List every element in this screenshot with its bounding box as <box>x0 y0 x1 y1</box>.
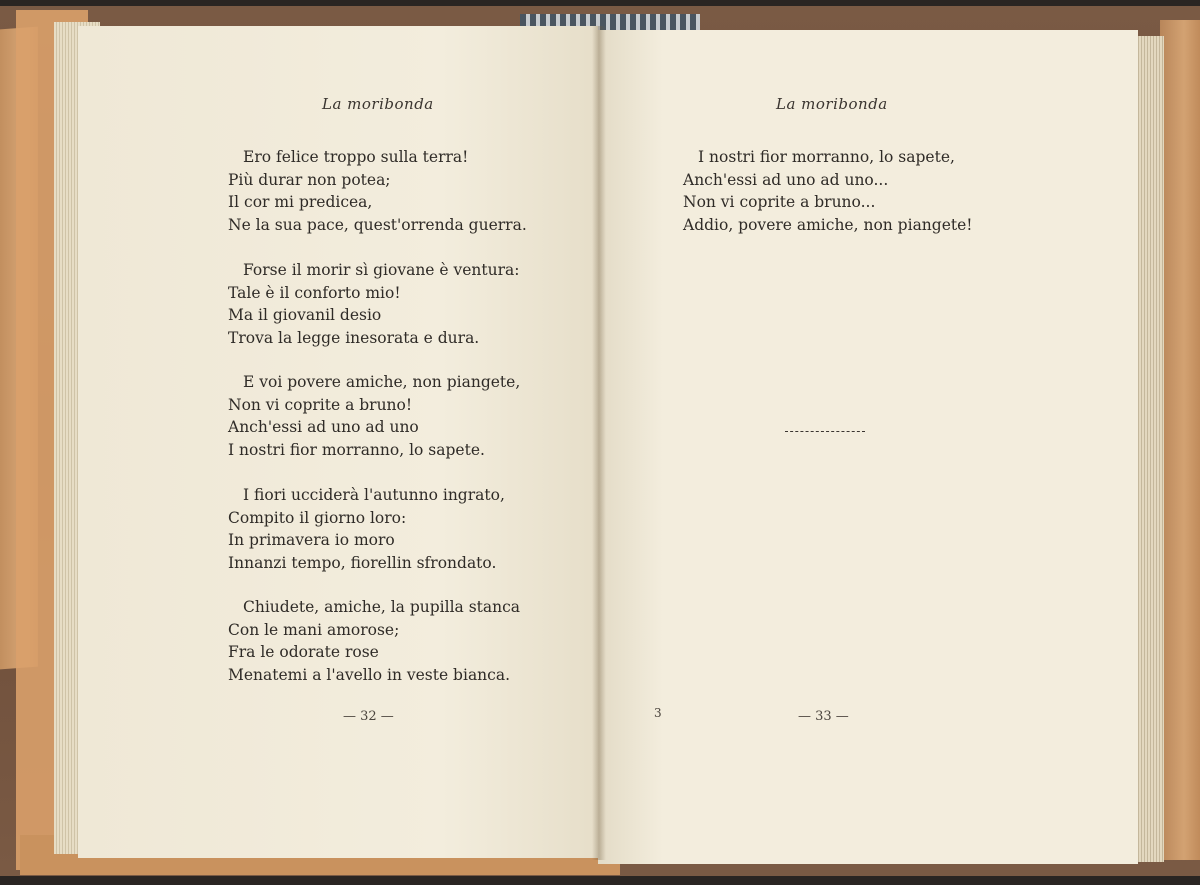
verse-line: I nostri fior morranno, lo sapete, <box>698 148 955 166</box>
left-stanza-4 <box>228 484 505 574</box>
verse-line: Ero felice troppo sulla terra! <box>243 148 469 166</box>
right-running-head: La moribonda <box>776 95 888 113</box>
verse-line: Anch'essi ad uno ad uno <box>228 418 419 436</box>
right-stanza-1 <box>683 146 973 236</box>
left-stanza-2 <box>228 259 520 349</box>
book-gutter <box>592 26 606 860</box>
verse-line: Chiudete, amiche, la pupilla stanca <box>243 598 521 616</box>
verse-line: Con le mani amorose; <box>228 620 400 639</box>
end-rule <box>785 431 865 432</box>
verse-line: In primavera io moro <box>228 531 395 549</box>
verse-line: Non vi coprite a bruno! <box>228 395 413 414</box>
verse-line: Non vi coprite a bruno... <box>683 193 876 211</box>
left-running-head: La moribonda <box>322 95 434 113</box>
left-stanza-1 <box>228 146 527 236</box>
verse-line: I fiori ucciderà l'autunno ingrato, <box>243 486 505 504</box>
verse-line: Più durar non potea; <box>228 170 391 189</box>
verse-line: Innanzi tempo, fiorellin sfrondato. <box>228 553 497 572</box>
verse-line: Ma il giovanil desio <box>228 306 382 324</box>
left-page-number: — 32 — <box>343 709 394 724</box>
verse-line: Fra le odorate rose <box>228 643 379 661</box>
verse-line: Menatemi a l'avello in veste bianca. <box>228 665 511 684</box>
verse-line: Ne la sua pace, quest'orrenda guerra. <box>228 215 527 234</box>
cover-corner-right <box>1160 20 1200 860</box>
verse-line: Anch'essi ad uno ad uno... <box>683 170 889 189</box>
verse-line: I nostri fior morranno, lo sapete. <box>228 440 485 459</box>
left-stanza-5 <box>228 596 520 686</box>
verse-line: Forse il morir sì giovane è ventura: <box>243 261 520 279</box>
verse-line: Trova la legge inesorata e dura. <box>228 328 480 347</box>
right-page-number: — 33 — <box>798 709 849 724</box>
left-stanza-3 <box>228 371 520 461</box>
verse-line: Addio, povere amiche, non piangete! <box>683 215 973 234</box>
signature-mark: 3 <box>654 706 662 720</box>
verse-line: Compito il giorno loro: <box>228 508 407 527</box>
verse-line: Il cor mi predicea, <box>228 193 373 211</box>
verse-line: Tale è il conforto mio! <box>228 283 401 302</box>
verse-line: E voi povere amiche, non piangete, <box>243 373 521 391</box>
